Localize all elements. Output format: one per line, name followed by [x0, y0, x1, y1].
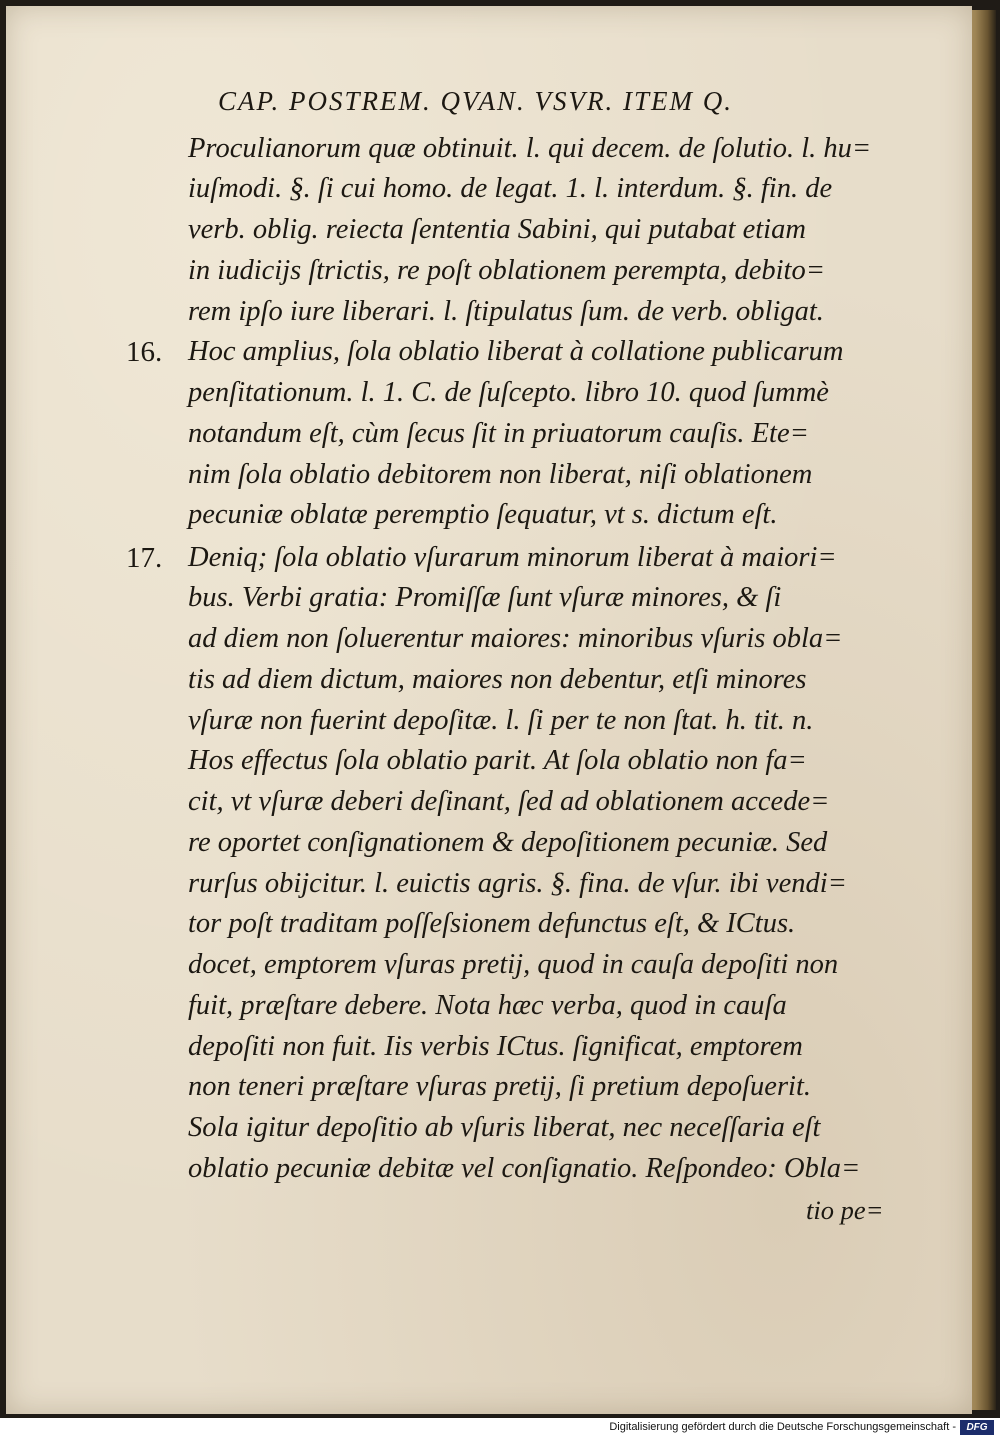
text-line: nim ſola oblatio debitorem non liberat, niſi oblationem	[188, 459, 813, 490]
text-line: vſuræ non fuerint depoſitæ. l. ſi per te non ſtat. h. tit. n.	[188, 705, 814, 736]
text-line: fuit, præſtare debere. Nota hæc verba, quod in cauſa	[188, 990, 787, 1021]
margin-number-16: 16.	[126, 336, 163, 368]
dfg-logo[interactable]: DFG	[960, 1420, 994, 1435]
text-line: rurſus obijcitur. l. euictis agris. §. fina. de vſur. ibi vendi=	[188, 868, 847, 899]
text-line: verb. oblig. reiecta ſententia Sabini, qui putabat etiam	[188, 214, 806, 245]
text-line: Sola igitur depoſitio ab vſuris liberat, nec neceſſaria eſt	[188, 1112, 821, 1143]
dfg-credit: Digitalisierung gefördert durch die Deutsche Forschungsgemeinschaft -	[609, 1421, 956, 1433]
text-line: non teneri præſtare vſuras pretij, ſi pretium depoſuerit.	[188, 1071, 811, 1102]
text-line: in iudicijs ſtrictis, re poſt oblationem perempta, debito=	[188, 255, 825, 286]
text-line: pecuniæ oblatæ peremptio ſequatur, vt s. dictum eſt.	[188, 499, 778, 530]
text-line: Deniq; ſola oblatio vſurarum minorum liberat à maiori=	[188, 542, 837, 573]
text-line: bus. Verbi gratia: Promiſſæ ſunt vſuræ minores, & ſi	[188, 582, 782, 613]
running-head: CAP. POSTREM. QVAN. VSVR. ITEM Q.	[218, 86, 733, 116]
text-line: depoſiti non fuit. Iis verbis ICtus. ſignificat, emptorem	[188, 1031, 803, 1062]
text-line: notandum eſt, cùm ſecus ſit in priuatorum cauſis. Ete=	[188, 418, 809, 449]
catchword: tio pe=	[806, 1195, 884, 1225]
text-line: rem ipſo iure liberari. l. ſtipulatus ſum. de verb. obligat.	[188, 296, 824, 327]
text-line: ad diem non ſoluerentur maiores: minoribus vſuris obla=	[188, 623, 843, 654]
text-line: iuſmodi. §. ſi cui homo. de legat. 1. l. interdum. §. fin. de	[188, 173, 833, 204]
text-line: oblatio pecuniæ debitæ vel conſignatio. Reſpondeo: Obla=	[188, 1153, 861, 1184]
text-line: docet, emptorem vſuras pretij, quod in cauſa depoſiti non	[188, 949, 839, 980]
text-line: Proculianorum quæ obtinuit. l. qui decem. de ſolutio. l. hu=	[188, 133, 872, 164]
text-line: penſitationum. l. 1. C. de ſuſcepto. libro 10. quod ſummè	[188, 377, 829, 408]
text-line: re oportet conſignationem & depoſitionem pecuniæ. Sed	[188, 827, 828, 858]
text-line: tor poſt traditam poſſeſsionem defunctus eſt, & ICtus.	[188, 908, 796, 939]
text-line: cit, vt vſuræ deberi deſinant, ſed ad oblationem accede=	[188, 786, 830, 817]
margin-number-17: 17.	[126, 542, 163, 574]
text-line: Hoc amplius, ſola oblatio liberat à collatione publicarum	[188, 336, 844, 367]
text-line: tis ad diem dictum, maiores non debentur, etſi minores	[188, 664, 807, 695]
text-line: Hos effectus ſola oblatio parit. At ſola oblatio non fa=	[188, 745, 807, 776]
digitization-footer	[0, 1418, 1000, 1439]
